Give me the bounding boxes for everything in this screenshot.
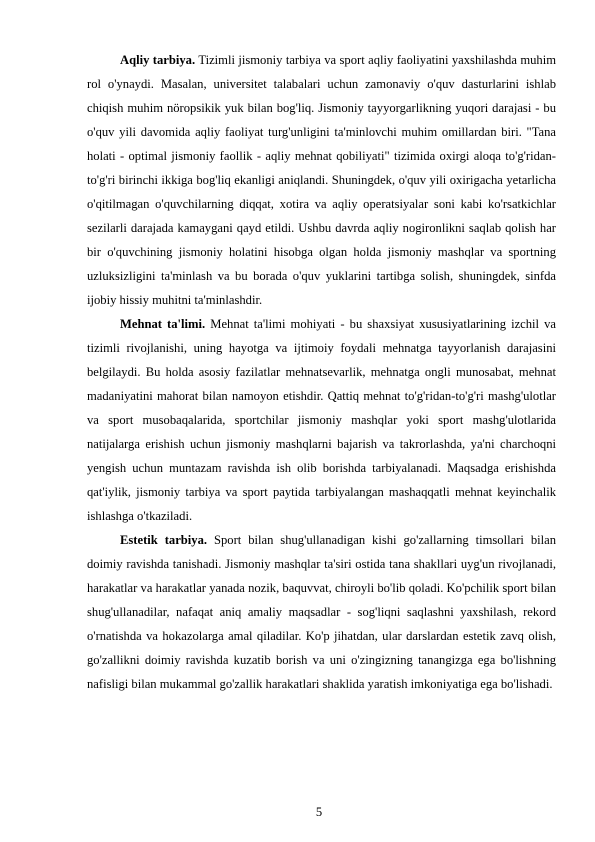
paragraph-text: Tizimli jismoniy tarbiya va sport aqliy faoliyatini yaxshilashda muhim rol o'ynaydi. Masalan, universitet talabalari uchun zamonaviy o'quv dasturlarini ishlab chiqish muhim nöropsikik yuk bilan bog'liq. Jismoniy tayyorgarlikning yuqori darajasi - bu o'quv yili davomida aqliy faoliyat turg'unligini ta'minlovchi muhim omillardan biri. "Tana holati - optimal jismoniy faollik - aqliy mehnat qobiliyati" tizimida oxirgi aloqa to'g'ridan-to'g'ri birinchi ikkiga bog'liq ekanligi aniqlandi. Shuningdek, o'quv yili oxirigacha yetarlicha o'qitilmagan o'quvchilarning diqqat, xotira va aqliy operatsiyalar soni kabi ko'rsatkichlar sezilarli darajada kamaygani qayd etildi. Ushbu davrda aqliy nogironlikni saqlab qolish har bir o'quvchining jismoniy holatini hisobga olgan holda jismoniy mashqlar va sportning uzluksizligini ta'minlash va bu borada o'quv yuklarini tartibga solish, shuningdek, sinfda ijobiy hissiy muhitni ta'minlashdir. bbox=[87, 53, 557, 307]
page-number: 5 bbox=[315, 805, 323, 819]
paragraph-heading: Estetik tarbiya. bbox=[120, 533, 208, 547]
paragraph-estetik-tarbiya bbox=[87, 528, 556, 696]
paragraph-aqliy-tarbiya bbox=[87, 48, 556, 312]
paragraph-heading: Aqliy tarbiya. bbox=[120, 53, 196, 67]
text-body bbox=[87, 48, 556, 696]
paragraph-heading: Mehnat ta'limi. bbox=[120, 317, 206, 331]
paragraph-text: Sport bilan shug'ullanadigan kishi go'zallarning timsollari bilan doimiy ravishda tanishadi. Jismoniy mashqlar ta'siri ostida tana shakllari uyg'un rivojlanadi, harakatlar va harakatlar yanada nozik, baquvvat, chiroyli bo'lib qoladi. Ko'pchilik sport bilan shug'ullanadilar, nafaqat aniq amaliy maqsadlar - sog'liqni saqlashni yaxshilash, rekord o'rnatishda va hokazolarga amal qiladilar. Ko'p jihatdan, ular darslardan estetik zavq olish, go'zallikni doimiy ravishda kuzatib borish va uni o'zingizning tanangizga ega bo'lishning nafisligi bilan mukammal go'zallik harakatlari shaklida yaratish imkoniyatiga ega bo'lishadi. bbox=[87, 533, 556, 691]
paragraph-text: Mehnat ta'limi mohiyati - bu shaxsiyat xususiyatlarining izchil va tizimli rivojlanishi, uning hayotga va ijtimoiy foydali mehnatga tayyorlanish darajasini belgilaydi. Bu holda asosiy fazilatlar mehnatsevarlik, mehnatga ongli munosabat, mehnat madaniyatini mahorat bilan namoyon etishdir. Qattiq mehnat to'g'ridan-to'g'ri mashg'ulotlar va sport musobaqalarida, sportchilar jismoniy mashqlar yoki sport mashg'ulotlarida natijalarga erishish uchun jismoniy mashqlarni bajarish va takrorlashda, ya'ni charchoqni yengish uchun muntazam ravishda ish olib borishda tarbiyalanadi. Maqsadga erishishda qat'iylik, jismoniy tarbiya va sport paytida tarbiyalangan mashaqqatli mehnat keyinchalik ishlashga o'tkaziladi. bbox=[87, 317, 557, 523]
paragraph-mehnat-talimi bbox=[87, 312, 556, 528]
